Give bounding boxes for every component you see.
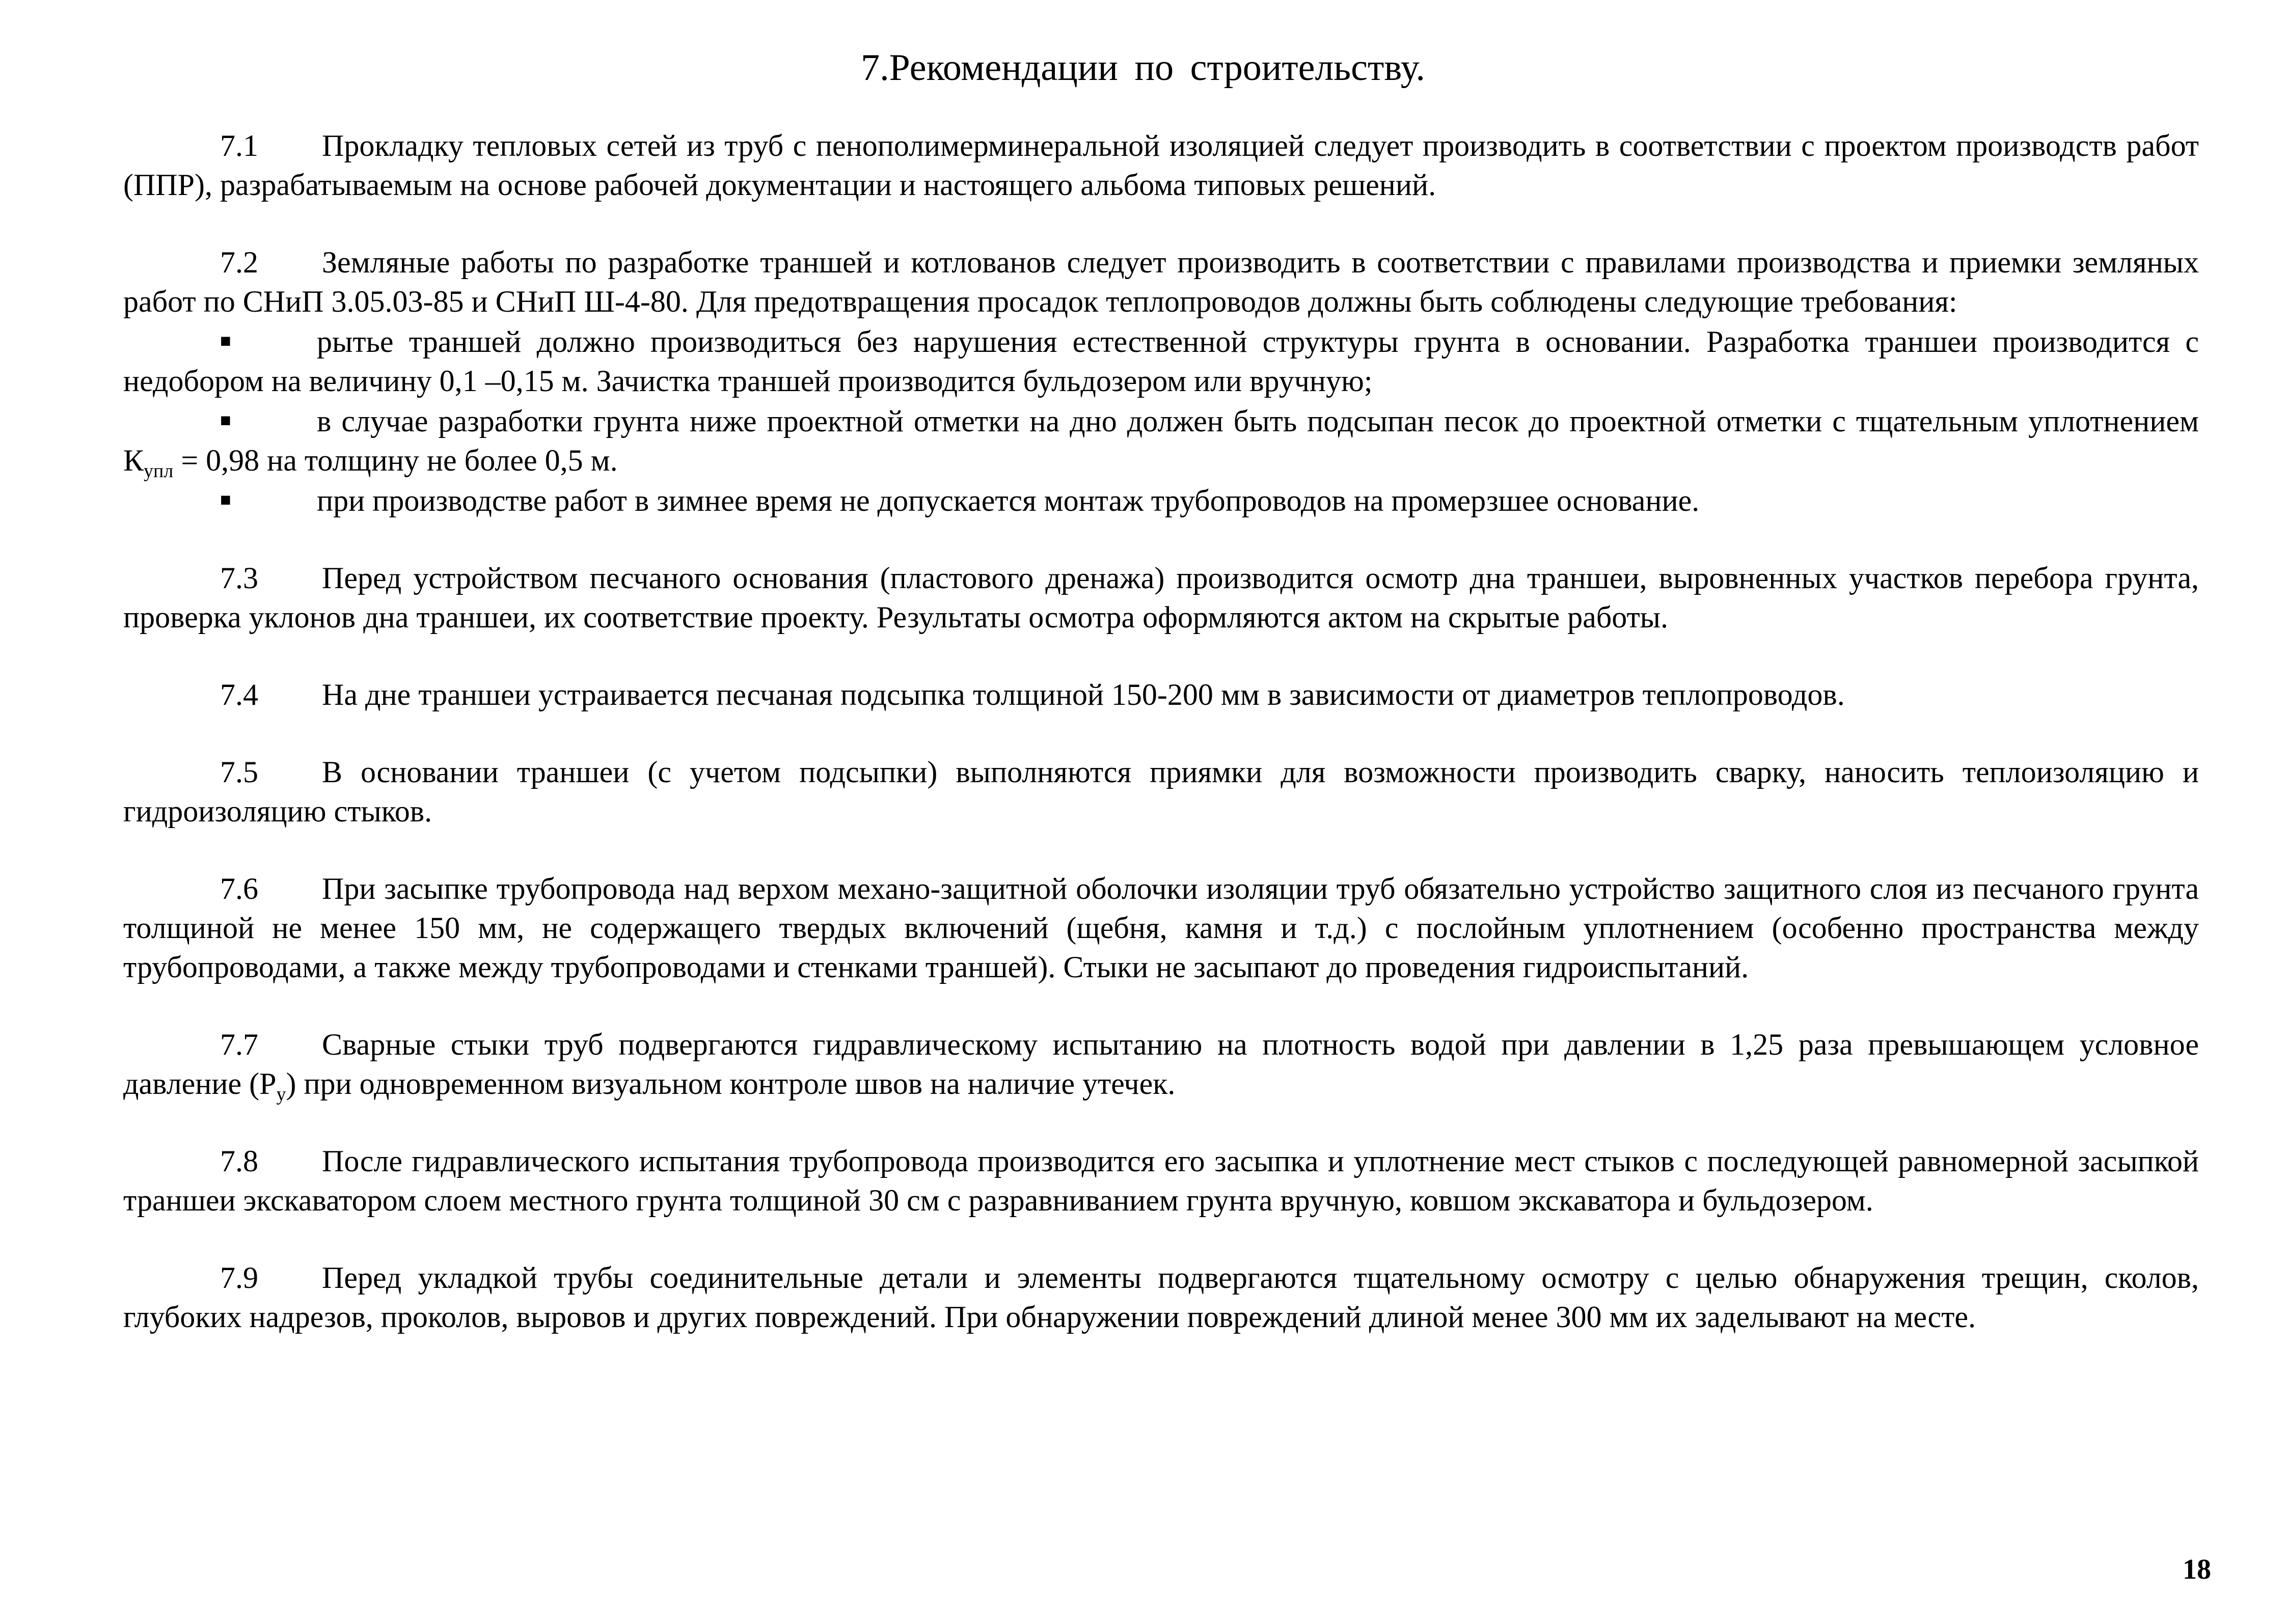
bullet-icon: ■	[220, 410, 231, 430]
section-7-4	[123, 675, 2199, 714]
paragraph-text: ) при одновременном визуальном контроле швов на наличие утечек.	[286, 1067, 1176, 1100]
section-number: 7.1	[220, 129, 258, 162]
page-title: 7.Рекомендации по строительству.	[861, 47, 1425, 89]
section-number: 7.2	[220, 245, 258, 279]
paragraph	[123, 126, 2199, 205]
bullet-icon: ■	[220, 489, 231, 510]
paragraph	[123, 753, 2199, 831]
formula-symbol: К	[123, 444, 144, 477]
paragraph-text: В основании траншеи (с учетом подсыпки) выполняются приямки для возможности производить сварку, наносить теплоизоляцию и гидроизоляцию стыков.	[123, 755, 2199, 828]
paragraph-text: После гидравлического испытания трубопровода производится его засыпка и уплотнение мест стыков с последующей равномерной засыпкой траншеи экскаватором слоем местного грунта толщиной 30 см с разравниванием грунта вручную, ковшом экскаватора и бульдозером.	[123, 1144, 2199, 1217]
paragraph	[123, 1142, 2199, 1220]
section-number: 7.7	[220, 1028, 258, 1061]
section-7-7	[123, 1025, 2199, 1104]
section-number: 7.9	[220, 1261, 258, 1295]
bullet-text: при производстве работ в зимнее время не допускается монтаж трубопроводов на промерзшее основание.	[317, 484, 1700, 517]
section-7-3	[123, 559, 2199, 637]
paragraph-text: Перед укладкой трубы соединительные детали и элементы подвергаются тщательному осмотру с целью обнаружения трещин, сколов, глубоких надрезов, проколов, выровов и других повреждений. При обнаружении повреждений длиной менее 300 мм их заделывают на месте.	[123, 1261, 2199, 1334]
bullet-item	[123, 401, 2199, 480]
section-7-2	[123, 243, 2199, 520]
section-7-9	[123, 1258, 2199, 1337]
page-number: 18	[2183, 1554, 2211, 1585]
pressure-subscript: у	[276, 1084, 286, 1105]
section-number: 7.4	[220, 678, 258, 711]
section-7-5	[123, 753, 2199, 831]
formula-rest: = 0,98 на толщину не более 0,5 м.	[181, 444, 618, 477]
formula-subscript: упл	[144, 460, 174, 482]
paragraph-text: Земляные работы по разработке траншей и котлованов следует производить в соответствии с правилами производства и приемки земляных работ по СНиП 3.05.03-85 и СНиП Ш-4-80. Для предотвращения просадок теплопроводов должны быть соблюдены следующие требования:	[123, 245, 2199, 318]
section-7-6	[123, 869, 2199, 987]
paragraph	[123, 1025, 2199, 1104]
section-7-8	[123, 1142, 2199, 1220]
paragraph-text: Сварные стыки труб подвергаются гидравлическому испытанию на плотность водой при давлении в 1,25 раза превышающем условное давление (Р	[123, 1028, 2199, 1100]
bullet-text: в случае разработки грунта ниже проектной отметки на дно должен быть подсыпан песок до проектной отметки с тщательным уплотнением	[317, 404, 2199, 438]
section-number: 7.8	[220, 1144, 258, 1178]
bullet-item	[123, 321, 2199, 401]
paragraph	[123, 675, 2199, 714]
bullet-icon: ■	[220, 331, 231, 351]
section-number: 7.5	[220, 755, 258, 789]
paragraph-text: Перед устройством песчаного основания (пластового дренажа) производится осмотр дна траншеи, выровненных участков перебора грунта, проверка уклонов дна траншеи, их соответствие проекту. Результаты осмотра оформляются актом на скрытые работы.	[123, 561, 2199, 634]
paragraph	[123, 869, 2199, 987]
paragraph-text: При засыпке трубопровода над верхом механо-защитной оболочки изоляции труб обязательно устройство защитного слоя из песчаного грунта толщиной не менее 150 мм, не содержащего твердых включений (щебня, камня и т.д.) с послойным уплотнением (особенно пространства между трубопроводами, а также между трубопроводами и стенками траншей). Стыки не засыпают до проведения гидроиспытаний.	[123, 872, 2199, 984]
paragraph-text: На дне траншеи устраивается песчаная подсыпка толщиной 150-200 мм в зависимости от диаметров теплопроводов.	[322, 678, 1845, 711]
bullet-text: рытье траншей должно производиться без нарушения естественной структуры грунта в основании. Разработка траншеи производится с недобором на величину 0,1 –0,15 м. Зачистка траншей производится бульдозером или вручную;	[123, 325, 2199, 398]
bullet-item	[123, 480, 2199, 520]
section-number: 7.3	[220, 561, 258, 595]
paragraph-text: Прокладку тепловых сетей из труб с пенополимерминеральной изоляцией следует производить в соответствии с проектом производств работ (ППР), разрабатываемым на основе рабочей документации и настоящего альбома типовых решений.	[123, 129, 2199, 202]
paragraph	[123, 1258, 2199, 1337]
paragraph	[123, 559, 2199, 637]
paragraph	[123, 243, 2199, 321]
document-body	[123, 126, 2199, 1375]
section-number: 7.6	[220, 872, 258, 905]
section-7-1	[123, 126, 2199, 205]
